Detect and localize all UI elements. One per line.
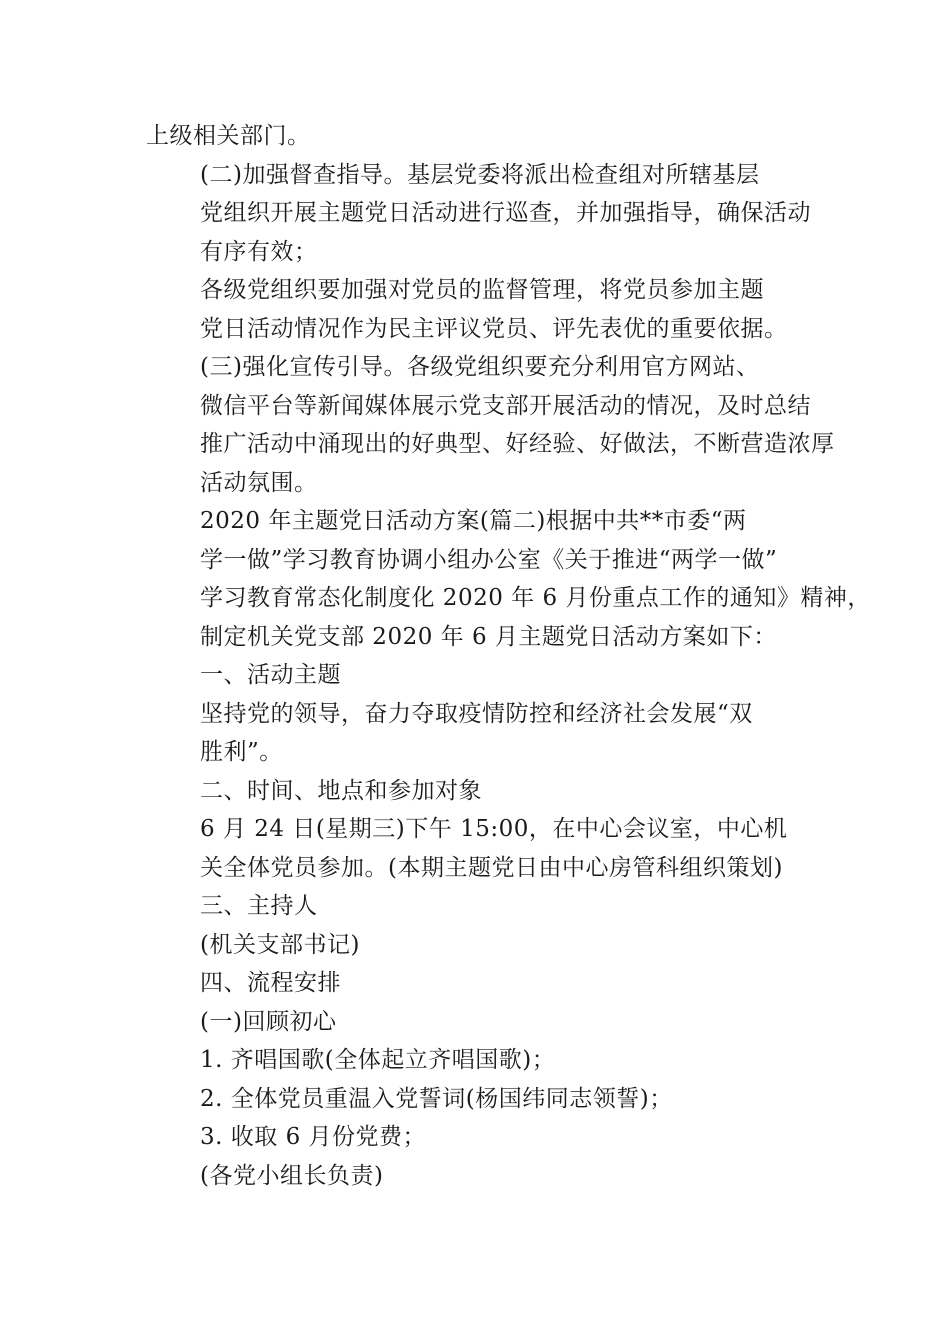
text-line: 党组织开展主题党日活动进行巡查，并加强指导，确保活动 bbox=[200, 200, 811, 226]
paragraph bbox=[146, 772, 806, 811]
document-page bbox=[146, 117, 871, 1195]
text-line: 一、活动主题 bbox=[200, 662, 341, 688]
paragraph bbox=[146, 348, 835, 502]
text-line: 学习教育常态化制度化 2020 年 6 月份重点工作的通知》精神， bbox=[200, 585, 871, 611]
text-line: 各级党组织要加强对党员的监督管理，将党员参加主题 bbox=[200, 277, 764, 303]
paragraph bbox=[146, 156, 811, 272]
paragraph bbox=[146, 1118, 806, 1157]
paragraph bbox=[146, 1003, 806, 1042]
paragraph bbox=[146, 964, 806, 1003]
text-line: 微信平台等新闻媒体展示党支部开展活动的情况，及时总结 bbox=[200, 392, 811, 419]
text-line: 2. 全体党员重温入党誓词(杨国纬同志领誓)； bbox=[200, 1085, 673, 1112]
text-line: 制定机关党支部 2020 年 6 月主题党日活动方案如下： bbox=[200, 623, 777, 650]
paragraph bbox=[146, 887, 806, 926]
text-line: 党日活动情况作为民主评议党员、评先表优的重要依据。 bbox=[200, 315, 788, 342]
paragraph bbox=[146, 926, 806, 965]
text-line: 推广活动中涌现出的好典型、好经验、好做法，不断营造浓厚 bbox=[200, 431, 835, 457]
paragraph bbox=[146, 271, 806, 348]
text-line: (二)加强督查指导。基层党委将派出检查组对所辖基层 bbox=[200, 161, 760, 188]
text-line: 2020 年主题党日活动方案(篇二)根据中共**市委“两 bbox=[200, 508, 747, 534]
paragraph bbox=[146, 695, 806, 772]
paragraph bbox=[146, 1157, 806, 1196]
text-line: 活动氛围。 bbox=[200, 469, 318, 496]
text-line: 三、主持人 bbox=[200, 893, 318, 919]
text-line: 关全体党员参加。(本期主题党日由中心房管科组织策划) bbox=[200, 854, 783, 881]
text-line: 有序有效； bbox=[200, 238, 318, 265]
text-line: 胜利”。 bbox=[200, 739, 283, 765]
text-line: 学一做”学习教育协调小组办公室《关于推进“两学一做” bbox=[200, 546, 778, 573]
paragraph bbox=[146, 502, 871, 656]
paragraph bbox=[146, 1041, 806, 1080]
text-line: (机关支部书记) bbox=[200, 931, 360, 958]
text-line: 二、时间、地点和参加对象 bbox=[200, 777, 482, 804]
text-line: (各党小组长负责) bbox=[200, 1162, 384, 1189]
text-line: 四、流程安排 bbox=[200, 970, 341, 996]
text-line: 3. 收取 6 月份党费； bbox=[200, 1124, 427, 1150]
text-line: (三)强化宣传引导。各级党组织要充分利用官方网站、 bbox=[200, 354, 760, 380]
paragraph bbox=[146, 1080, 806, 1119]
text-line: 上级相关部门。 bbox=[146, 123, 311, 149]
text-line: 1. 齐唱国歌(全体起立齐唱国歌)； bbox=[200, 1047, 556, 1073]
paragraph bbox=[146, 810, 806, 887]
paragraph bbox=[146, 656, 806, 695]
text-line: 6 月 24 日(星期三)下午 15:00，在中心会议室，中心机 bbox=[200, 816, 788, 842]
paragraph bbox=[146, 117, 806, 156]
text-line: 坚持党的领导，奋力夺取疫情防控和经济社会发展“双 bbox=[200, 700, 753, 727]
text-line: (一)回顾初心 bbox=[200, 1008, 337, 1035]
